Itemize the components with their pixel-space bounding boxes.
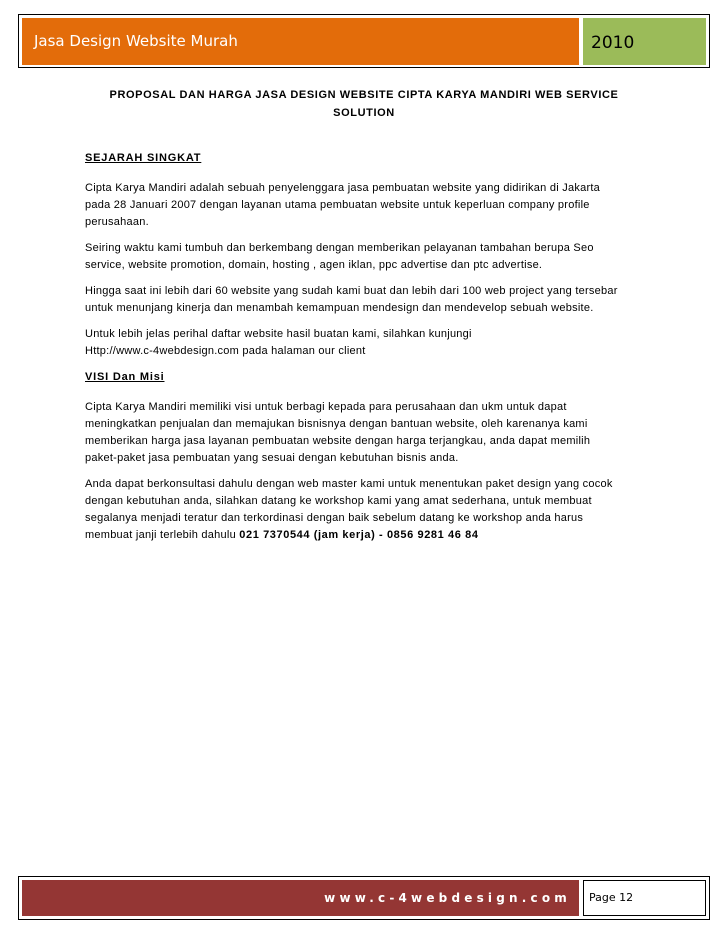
sejarah-paragraph-4: Untuk lebih jelas perihal daftar website hasil buatan kami, silahkan kunjungi Http://www.c-4webdesign.com pada halaman our client [85,328,472,357]
sejarah-paragraph-3: Hingga saat ini lebih dari 60 website yang sudah kami buat dan lebih dari 100 web project yang tersebar untuk menunjang kinerja dan menambah kemampuan mendesign dan mendevelop sebuah website. [85,285,618,314]
sejarah-paragraph-1: Cipta Karya Mandiri adalah sebuah penyelenggara jasa pembuatan website yang didirikan di Jakarta pada 28 Januari 2007 dengan layanan utama pembuatan website untuk keperluan company profile perusahaan. [85,182,601,228]
header-title: Jasa Design Website Murah [22,18,579,65]
visi-paragraph-2 [85,476,645,544]
document-body [85,150,645,553]
section-heading-sejarah: SEJARAH SINGKAT [85,152,202,164]
footer-page-number: Page 12 [583,880,706,916]
sejarah-paragraph-2: Seiring waktu kami tumbuh dan berkembang dengan memberikan pelayanan tambahan berupa Seo service, website promotion, domain, hosting , agen iklan, ppc advertise dan ptc advertise. [85,242,594,271]
contact-numbers: 021 7370544 (jam kerja) - 0856 9281 46 84 [239,529,479,541]
visi-paragraph-2-text: Anda dapat berkonsultasi dahulu dengan web master kami untuk menentukan paket design yang cocok dengan kebutuhan anda, silahkan datang ke workshop kami yang amat sederhana, untuk membuat segalanya menjadi teratur dan terkordinasi dengan baik sebelum datang ke workshop anda harus membuat janji terlebih dahulu [85,478,613,541]
visi-paragraph-1: Cipta Karya Mandiri memiliki visi untuk berbagi kepada para perusahaan dan ukm untuk dapat meningkatkan penjualan dan memajukan bisnisnya dengan bantuan website, oleh karenanya kami memberikan harga jasa layanan pembuatan website dengan harga terjangkau, anda dapat memilih paket-paket jasa pembuatan yang sesuai dengan kebutuhan bisnis anda. [85,401,591,464]
footer-website: www.c-4webdesign.com [22,880,579,916]
section-heading-visi: VISI Dan Misi [85,371,165,383]
document-title: PROPOSAL DAN HARGA JASA DESIGN WEBSITE CIPTA KARYA MANDIRI WEB SERVICE SOLUTION [109,89,619,119]
header-year: 2010 [583,18,706,65]
